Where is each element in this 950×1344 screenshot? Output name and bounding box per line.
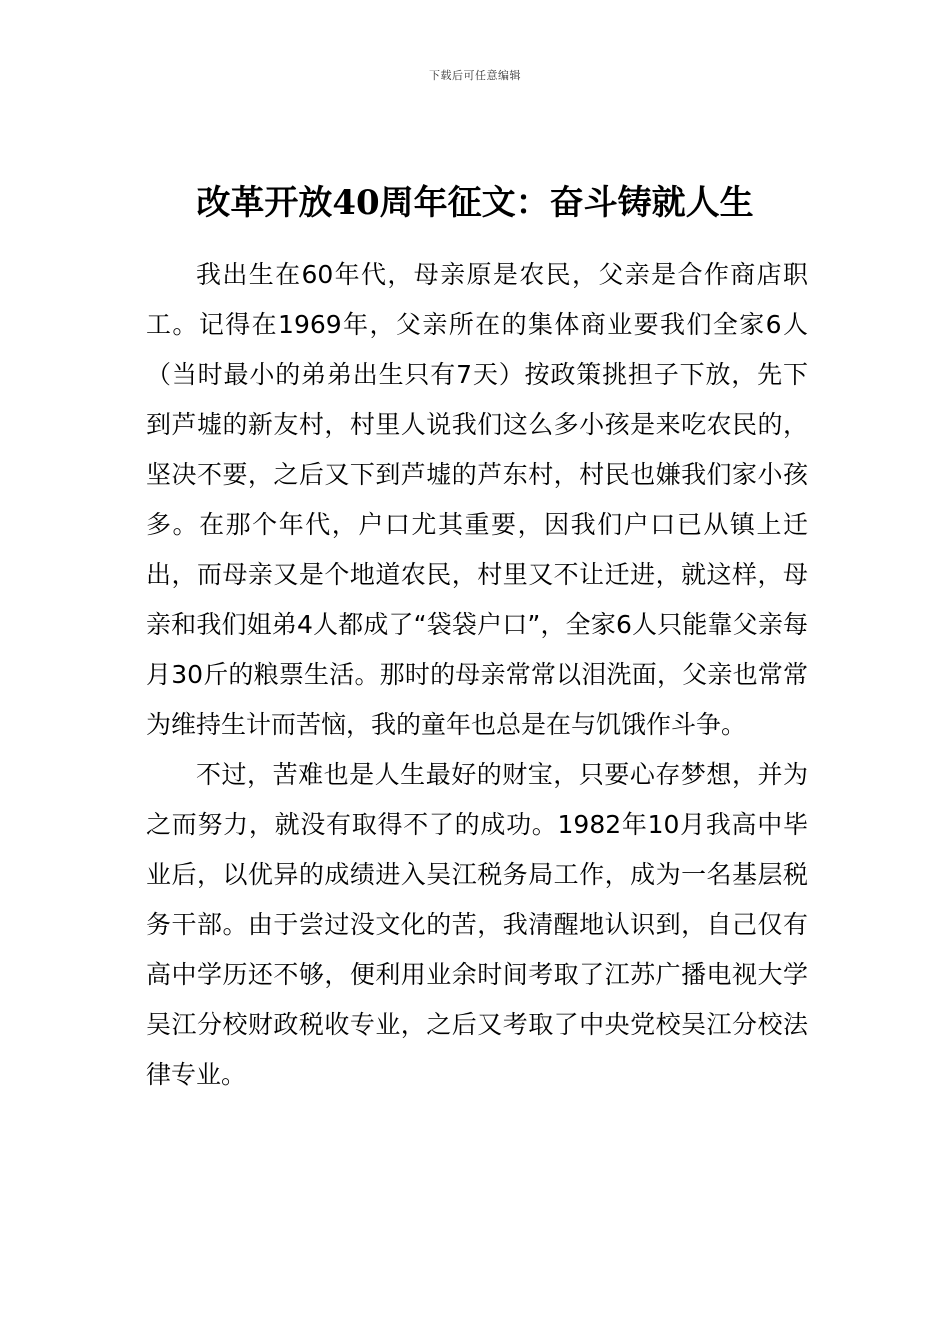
paragraph-1: 我出生在60年代，母亲原是农民，父亲是合作商店职工。记得在1969年，父亲所在的集体商业要我们全家6人（当时最小的弟弟出生只有7天）按政策挑担子下放，先下到芦墟的新友村，村里人说我们这么多小孩是来吃农民的，坚决不要，之后又下到芦墟的芦东村，村民也嫌我们家小孩多。在那个年代，户口尤其重要，因我们户口已从镇上迁出，而母亲又是个地道农民，村里又不让迁进，就这样，母亲和我们姐弟4人都成了“袋袋户口”，全家6人只能靠父亲每月30斤的粮票生活。那时的母亲常常以泪洗面，父亲也常常为维持生计而苦恼，我的童年也总是在与饥饿作斗争。 bbox=[146, 260, 808, 739]
paragraph-2: 不过，苦难也是人生最好的财宝，只要心存梦想，并为之而努力，就没有取得不了的成功。1982年10月我高中毕业后，以优异的成绩进入吴江税务局工作，成为一名基层税务干部。由于尝过没文化的苦，我清醒地认识到，自己仅有高中学历还不够，便利用业余时间考取了江苏广播电视大学吴江分校财政税收专业，之后又考取了中央党校吴江分校法律专业。 bbox=[146, 760, 808, 1089]
header-note: 下载后可任意编辑 bbox=[429, 69, 521, 82]
document-body bbox=[146, 250, 808, 1100]
document-title: 改革开放40周年征文：奋斗铸就人生 bbox=[196, 183, 754, 223]
